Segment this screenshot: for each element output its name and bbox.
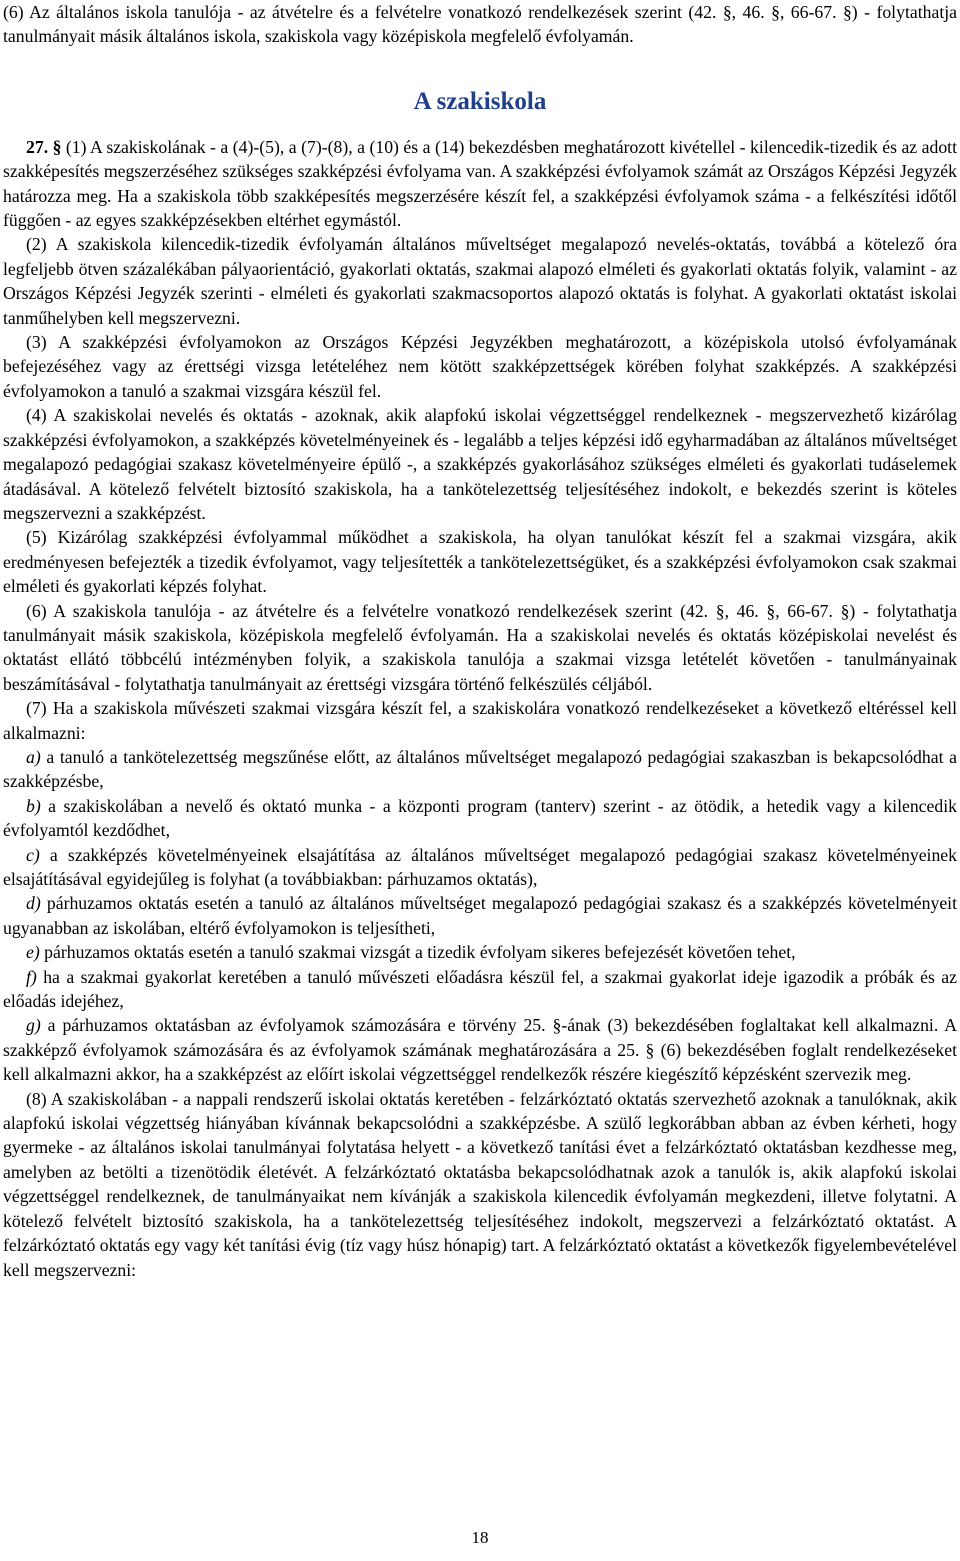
- article-paragraph-5: (5) Kizárólag szakképzési évfolyammal működhet a szakiskola, ha olyan tanulókat készít fel a szakmai vizsgára, akik eredményesen befejezték a tizedik évfolyamot, vagy teljesítették a tankötelezettségüket, és a szakképzési évfolyamokon csak szakmai elméleti és gyakorlati képzés folyhat.: [3, 527, 957, 597]
- paragraph-1-text: (1) A szakiskolának - a (4)-(5), a (7)-(8), a (10) és a (14) bekezdésben meghatározott kivétellel - kilencedik-tizedik és az adott szakképesítés megszerzéséhez szükséges szakképzési évfolyama van. A szakképzési évfolyamok számát az Országos Képzési Jegyzék határozza meg. Ha a szakiskola több szakképesítés megszerzésére készít fel, a szakképzési évfolyamok száma - a felkészítési időtől függően - az egyes szakképzésekben eltérhet egymástól.: [3, 136, 957, 231]
- item-text: a szakiskolában a nevelő és oktató munka - a központi program (tanterv) szerint - az ötödik, a hetedik vagy a kilencedik évfolyamtól kezdődhet,: [3, 795, 957, 841]
- list-item-a: [3, 745, 957, 794]
- section-title: A szakiskola: [413, 87, 547, 115]
- list-item-b: [3, 794, 957, 843]
- item-letter: d): [26, 893, 41, 914]
- article-paragraph-3: (3) A szakképzési évfolyamokon az Országos Képzési Jegyzékben meghatározott, a középiskola utolsó évfolyamának befejezéséhez vagy az érettségi vizsga letételéhez nem kötött szakképzettségek körében folyhat szakképzés. A szakképzési évfolyamokon a tanuló a szakmai vizsgára készül fel.: [3, 332, 957, 401]
- document-page: [3, 0, 957, 1282]
- item-text: a tanuló a tankötelezettség megszűnése előtt, az általános műveltséget megalapozó pedagógiai szakaszban is bekapcsolódhat a szakképzésbe,: [3, 746, 957, 792]
- article-paragraph-7: (7) Ha a szakiskola művészeti szakmai vizsgára készít fel, a szakiskolára vonatkozó rendelkezéseket a következő eltéréssel kell alkalmazni:: [3, 698, 957, 743]
- item-text: ha a szakmai gyakorlat keretében a tanuló művészeti előadásra készül fel, a szakmai gyakorlat ideje igazodik a próbák és az előadás idejéhez,: [3, 966, 957, 1012]
- list-item-g: [3, 1013, 957, 1086]
- article-paragraph-4: (4) A szakiskolai nevelés és oktatás - azoknak, akik alapfokú iskolai végzettséggel rendelkeznek - megszervezhető kizárólag szakképzési évfolyamokon, a szakképzés követelményeinek és - legalább a teljes képzési idő egyharmadában az általános műveltséget megalapozó pedagógiai szakasz követelményeire épülő -, a szakképzés gyakorlásához szükséges elméleti és gyakorlati tudáselemek átadásával. A kötelező felvételt biztosító szakiskola, ha a tankötelezettség teljesítéséhez indokolt, e bekezdés szerint is köteles megszervezni a szakképzést.: [3, 405, 957, 523]
- item-letter: c): [26, 844, 40, 865]
- item-letter: e): [26, 942, 40, 963]
- item-letter: g): [26, 1015, 41, 1036]
- list-item-e: [3, 940, 957, 964]
- list-item-c: [3, 843, 957, 892]
- item-letter: b): [26, 795, 41, 816]
- intro-paragraph: (6) Az általános iskola tanulója - az átvételre és a felvételre vonatkozó rendelkezések szerint (42. §, 46. §, 66-67. §) - folytathatja tanulmányait másik általános iskola, szakiskola vagy középiskola megfelelő évfolyamán.: [3, 2, 957, 47]
- article-paragraph-1: [3, 135, 957, 233]
- item-text: a párhuzamos oktatásban az évfolyamok számozására e törvény 25. §-ának (3) bekezdésében foglaltakat kell alkalmazni. A szakképző évfolyamok számozására és az évfolyamok számának meghatározására a 25. § (6) bekezdésében foglalt rendelkezéseket kell alkalmazni akkor, ha a szakképzést az előírt iskolai végzettséggel rendelkezők részére kiegészítő képzésként szervezik meg.: [3, 1015, 957, 1085]
- article-number: 27. §: [26, 136, 62, 157]
- article-paragraph-8: (8) A szakiskolában - a nappali rendszerű iskolai oktatás keretében - felzárkóztató oktatás szervezhető azoknak a tanulóknak, akik alapfokú iskolai végzettség hiányában kívánnak bekapcsolódni a szakképzésbe. A szülő legkorábban abban az évben kérheti, hogy gyermeke - az általános iskolai tanulmányai folytatása helyett - a következő tanítási évet a felzárkóztató oktatásban kezdhesse meg, amelyben az betölti a tizenötödik életévét. A felzárkóztató oktatásba bekapcsolódhatnak azok a tanulók is, akik alapfokú iskolai végzettséggel rendelkeznek, de tanulmányaikat nem kívánják a szakiskola kilencedik évfolyamán megkezdeni, illetve folytatni. A kötelező felvételt biztosító szakiskola, ha a tankötelezettség teljesítéséhez indokolt, megszervezi a felzárkóztató oktatást. A felzárkóztató oktatás egy vagy két tanítási évig (tíz vagy húsz hónapig) tart. A felzárkóztató oktatást a következők figyelembevételével kell megszervezni:: [3, 1088, 957, 1280]
- item-text: a szakképzés követelményeinek elsajátítása az általános műveltséget megalapozó pedagógiai szakasz követelményeinek elsajátításával egyidejűleg is folyhat (a továbbiakban: párhuzamos oktatás),: [3, 844, 957, 889]
- item-text: párhuzamos oktatás esetén a tanuló szakmai vizsgát a tizedik évfolyam sikeres befejezését követően tehet,: [39, 942, 796, 963]
- list-item-f: [3, 965, 957, 1014]
- item-text: párhuzamos oktatás esetén a tanuló az általános műveltséget megalapozó pedagógiai szakasz és a szakképzés követelményeit ugyanabban az iskolában, eltérő évfolyamokon is teljesítheti,: [3, 893, 957, 938]
- item-letter: a): [26, 746, 41, 767]
- article-paragraph-2: (2) A szakiskola kilencedik-tizedik évfolyamán általános műveltséget megalapozó nevelés-oktatás, továbbá a kötelező óra legfeljebb ötven százalékában pályaorientáció, gyakorlati oktatás, szakmai alapozó elméleti és gyakorlati oktatás folyik, valamint - az Országos Képzési Jegyzék szerinti - elméleti és gyakorlati szakmacsoportos alapozó oktatás is folyhat. A gyakorlati oktatást iskolai tanműhelyben kell megszervezni.: [3, 234, 957, 328]
- page-number: 18: [471, 1528, 489, 1547]
- item-letter: f): [26, 966, 37, 987]
- list-item-d: [3, 891, 957, 940]
- article-paragraph-6: (6) A szakiskola tanulója - az átvételre és a felvételre vonatkozó rendelkezések szerint (42. §, 46. §, 66-67. §) - folytathatja tanulmányait másik szakiskola, középiskola megfelelő évfolyamán. Ha a szakiskolai nevelés és oktatás középiskolai nevelést és oktatást ellátó többcélú intézményben folyik, a szakiskola tanulója a szakmai vizsga letételét követően - tanulmányainak beszámításával - folytathatja tanulmányait az érettségi vizsgára történő felkészülés céljából.: [3, 600, 957, 694]
